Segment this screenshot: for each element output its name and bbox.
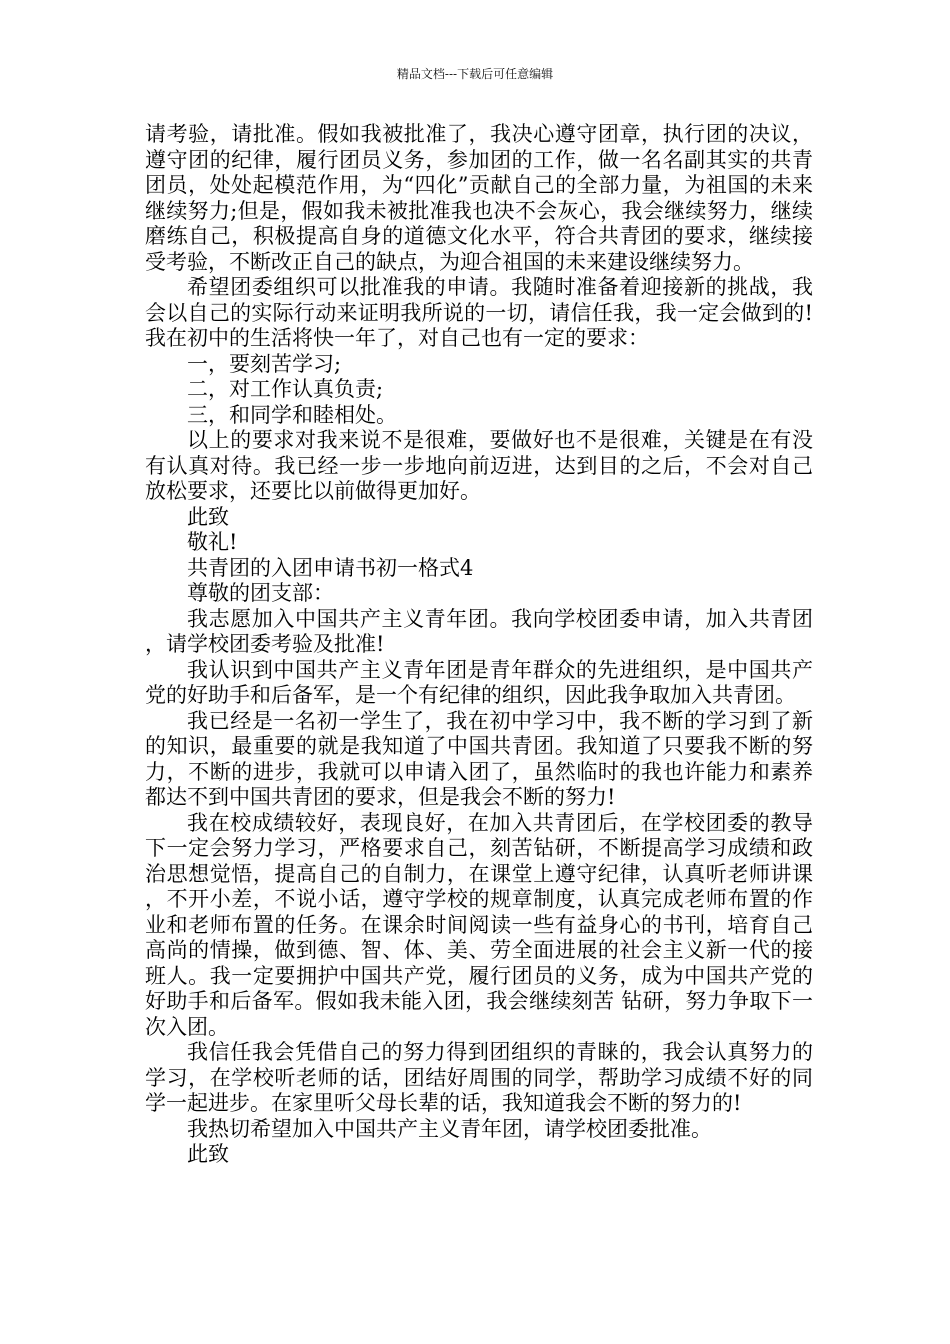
paragraph: 希望团委组织可以批准我的申请。我随时准备着迎接新的挑战，我会以自己的实际行动来证明我所说的一切，请信任我，我一定会做到的!我在初中的生活将快一年了，对自己也有一定的要求： bbox=[145, 275, 813, 350]
paragraph: 我热切希望加入中国共产主义青年团，请学校团委批准。 bbox=[187, 1116, 712, 1141]
paragraph: 我信任我会凭借自己的努力得到团组织的青睐的，我会认真努力的学习，在学校听老师的话，团结好周围的同学，帮助学习成绩不好的同学一起进步。在家里听父母长辈的话，我知道我会不断的努力的! bbox=[145, 1040, 813, 1115]
section-title: 共青团的入团申请书初一格式4 bbox=[187, 555, 474, 580]
list-item: 一，要刻苦学习; bbox=[187, 351, 342, 376]
list-item: 三，和同学和睦相处。 bbox=[187, 402, 397, 427]
paragraph: 请考验，请批准。假如我被批准了，我决心遵守团章，执行团的决议，遵守团的纪律，履行团员义务，参加团的工作，做一名名副其实的共青团员，处处起模范作用，为“四化”贡献自己的全部力量，为祖国的未来继续努力;但是，假如我未被批准我也决不会灰心，我会继续努力，继续磨练自己，积极提高自身的道德文化水平，符合共青团的要求，继续接受考验，不断改正自己的缺点，为迎合祖国的未来建设继续努力。 bbox=[145, 122, 813, 274]
paragraph: 我志愿加入中国共产主义青年团。我向学校团委申请，加入共青团，请学校团委考验及批准! bbox=[145, 606, 813, 656]
closing-line: 此致 bbox=[187, 1142, 229, 1166]
closing-salute: 敬礼! bbox=[187, 530, 238, 554]
salutation: 尊敬的团支部： bbox=[187, 581, 334, 605]
page-header: 精品文档---下载后可任意编辑 bbox=[396, 67, 554, 81]
paragraph: 以上的要求对我来说不是很难，要做好也不是很难，关键是在有没有认真对待。我已经一步一步地向前迈进，达到目的之后，不会对自己放松要求，还要比以前做得更加好。 bbox=[145, 428, 813, 503]
paragraph: 我在校成绩较好，表现良好，在加入共青团后，在学校团委的教导下一定会努力学习，严格要求自己，刻苦钻研，不断提高学习成绩和政治思想觉悟，提高自己的自制力，在课堂上遵守纪律，认真听老师讲课，不开小差，不说小话，遵守学校的规章制度，认真完成老师布置的作业和老师布置的任务。在课余时间阅读一些有益身心的书刊，培育自己高尚的情操，做到德、智、体、美、劳全面进展的社会主义新一代的接班人。我一定要拥护中国共产党，履行团员的义务，成为中国共产党的好助手和后备军。假如我未能入团，我会继续刻苦 钻研，努力争取下一次入团。 bbox=[145, 810, 813, 1039]
paragraph: 我认识到中国共产主义青年团是青年群众的先进组织，是中国共产党的好助手和后备军，是一个有纪律的组织，因此我争取加入共青团。 bbox=[145, 657, 813, 707]
document-body bbox=[145, 122, 813, 1168]
paragraph: 我已经是一名初一学生了，我在初中学习中，我不断的学习到了新的知识，最重要的就是我知道了中国共青团。我知道了只要我不断的努力，不断的进步，我就可以申请入团了，虽然临时的我也许能力和素养都达不到中国共青团的要求，但是我会不断的努力! bbox=[145, 708, 813, 809]
list-item: 二，对工作认真负责; bbox=[187, 377, 384, 401]
closing-line: 此致 bbox=[187, 504, 229, 529]
